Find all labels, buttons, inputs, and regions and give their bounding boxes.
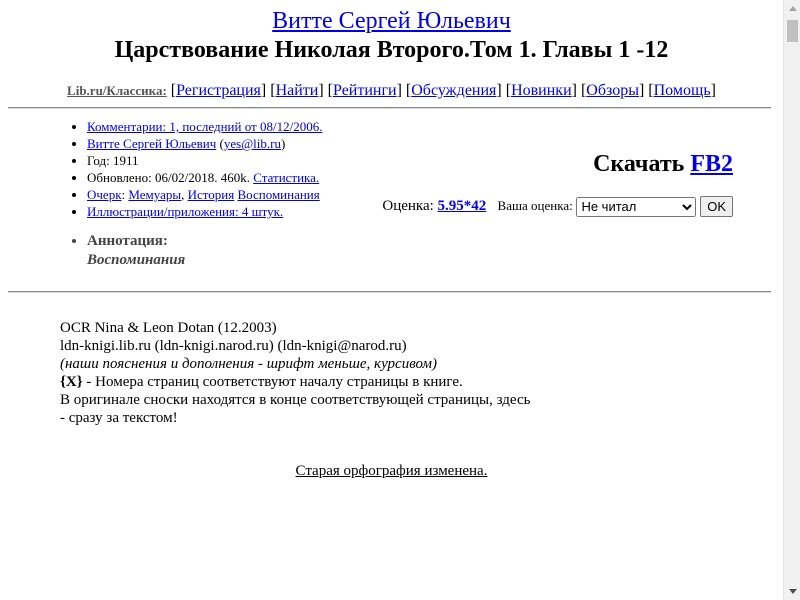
orthography-note (0, 462, 783, 480)
rating-ok-button[interactable]: OK (700, 196, 733, 217)
illustrations-link[interactable]: Иллюстрации/приложения: 4 штук. (87, 204, 284, 219)
arrow-down-icon (789, 589, 797, 594)
annotation-label: Аннотация: (87, 233, 168, 249)
rating-score-link[interactable]: 5.95*42 (437, 198, 487, 214)
nav-home-link[interactable]: Lib.ru/Классика: (67, 83, 167, 98)
nav-bar: Lib.ru/Классика: [Регистрация] [Найти] [Рейтинги] [Обсуждения] [Новинки] [Обзоры] [Помощь] (67, 82, 716, 99)
nav-link-discussions[interactable]: Обсуждения (411, 82, 497, 99)
updated-text: Обновлено: 06/02/2018. 460k. (87, 170, 250, 185)
nav-link-search[interactable]: Найти (275, 82, 319, 99)
nav-link-reviews[interactable]: Обзоры (586, 82, 639, 99)
author-link[interactable]: Витте Сергей Юльевич (272, 8, 511, 34)
author-info-link[interactable]: Витте Сергей Юльевич (87, 136, 217, 151)
stats-link[interactable]: Статистика. (253, 170, 320, 185)
email-link[interactable]: yes@lib.ru (223, 136, 281, 151)
book-title: Царствование Николая Второго.Том 1. Главы 1 -12 (114, 37, 669, 63)
comments-link[interactable]: Комментарии: 1, последний от 08/12/2006. (87, 119, 323, 134)
text-line: - сразу за текстом! (60, 410, 178, 426)
rating-block (382, 194, 733, 218)
text-line-note: (наши пояснения и дополнения - шрифт меньше, курсивом) (60, 356, 437, 372)
genre-essay-link[interactable]: Очерк (87, 187, 122, 202)
list-item (87, 203, 322, 220)
download-label: Скачать (593, 151, 685, 177)
annotation-item (87, 232, 185, 270)
text-line: OCR Nina & Leon Dotan (12.2003) (60, 320, 277, 336)
list-item (87, 169, 322, 186)
rating-select[interactable] (576, 197, 696, 217)
divider-bottom (8, 291, 771, 293)
divider-top (8, 107, 771, 109)
page-marker-text: {X} (60, 374, 83, 390)
arrow-up-icon (789, 6, 797, 11)
download-block (593, 149, 733, 179)
annotation-list (0, 232, 185, 270)
scroll-down-button[interactable] (784, 583, 800, 600)
text-line: В оригинале сноски находятся в конце соответствующей страницы, здесь (60, 392, 531, 408)
nav-link-ratings[interactable]: Рейтинги (333, 82, 397, 99)
scroll-up-button[interactable] (784, 0, 800, 17)
list-item: • Очерк: Мемуары, История Воспоминания (87, 186, 322, 203)
text-line (60, 373, 530, 391)
genre-memories-link[interactable]: Воспоминания (237, 187, 320, 202)
scroll-thumb[interactable] (787, 20, 798, 42)
your-rating-label: Ваша оценка: (497, 198, 573, 213)
list-item (87, 118, 322, 135)
genre-memoirs-link[interactable]: Мемуары (128, 187, 182, 202)
book-text (60, 319, 530, 427)
book-info-list (0, 118, 322, 220)
author-heading (0, 6, 783, 36)
orthography-link[interactable]: Старая орфография изменена. (295, 463, 488, 479)
list-item: • Витте Сергей Юльевич (yes@lib.ru) (87, 135, 322, 152)
text-line-rest: - Номера страниц соответствуют началу страницы в книге. (82, 374, 463, 390)
download-fb2-link[interactable]: FB2 (690, 151, 733, 177)
vertical-scrollbar[interactable] (783, 0, 800, 600)
nav-link-register[interactable]: Регистрация (176, 82, 261, 99)
genre-history-link[interactable]: История (187, 187, 235, 202)
nav-link-new[interactable]: Новинки (511, 82, 572, 99)
nav-link-help[interactable]: Помощь (653, 82, 711, 99)
year-item: • Год: 1911 (87, 152, 322, 169)
text-line: ldn-knigi.lib.ru (ldn-knigi.narod.ru) (ldn-knigi@narod.ru) (60, 338, 407, 354)
annotation-text: Воспоминания (87, 252, 186, 268)
rating-label: Оценка: (382, 198, 434, 214)
